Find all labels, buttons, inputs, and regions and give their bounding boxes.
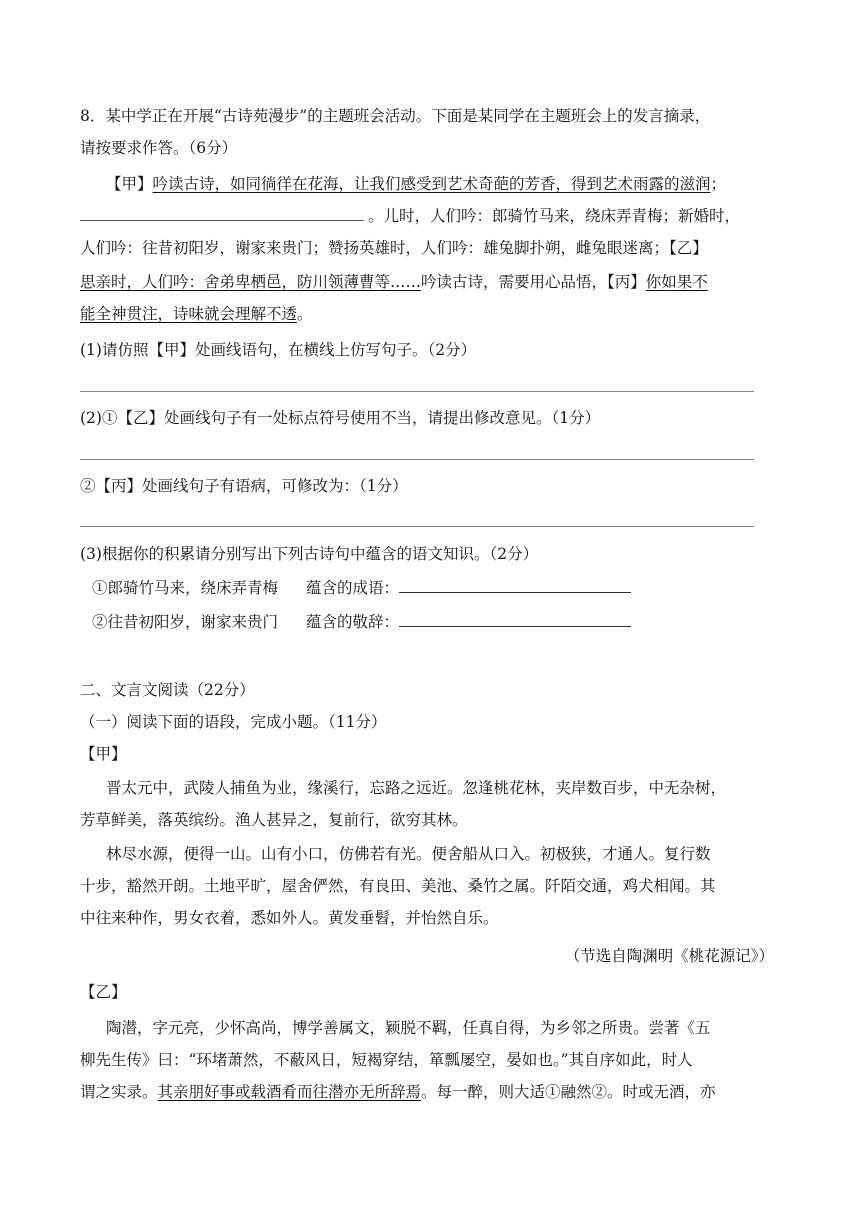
label-yi: 【乙】 xyxy=(80,983,127,1001)
label-jia: 【甲】 xyxy=(80,745,127,763)
section-title: 二、文言文阅读（22分） xyxy=(80,681,255,699)
yi-underlined-sentence: 思亲时，人们吟：舍弟卑栖邑，防川领薄曹等…… xyxy=(80,273,422,291)
passage-text: 。每一醉，则大适①融然②。时或无酒，亦 xyxy=(421,1083,716,1101)
yi-line-3 xyxy=(80,1082,716,1102)
sub-question-2-1: (2)①【乙】处画线句子有一处标点符号使用不当，请提出修改意见。（1分） xyxy=(80,409,601,427)
yi-line-1: 陶潜，字元亮，少怀高尚，博学善属文，颖脱不羁，任真自得，为乡邻之所贵。尝著《五 xyxy=(106,1019,711,1037)
part-title: （一）阅读下面的语段，完成小题。（11分） xyxy=(80,713,387,731)
sub-question-3-b xyxy=(92,612,631,632)
idiom-answer-blank[interactable] xyxy=(399,578,631,593)
answer-label: 蕴含的成语： xyxy=(306,579,400,597)
imitation-blank[interactable] xyxy=(80,206,364,221)
jia-paragraph-2-line-1: 林尽水源，便得一山。山有小口，仿佛若有光。便舍船从口入。初极狭，才通人。复行数 xyxy=(106,845,711,863)
bing-underlined-sentence-end: 能全神贯注，诗味就会理解不透 xyxy=(80,305,298,323)
jia-paragraph-2-line-3: 中往来种作，男女衣着，悉如外人。黄发垂髫，并怡然自乐。 xyxy=(80,909,499,927)
poem-line: ②往昔初阳岁，谢家来贵门 xyxy=(92,613,279,631)
honorific-answer-blank[interactable] xyxy=(399,612,631,627)
jia-paragraph-1-line-1: 晋太元中，武陵人捕鱼为业，缘溪行，忘路之远近。忽逢桃花林，夹岸数百步，中无杂树， xyxy=(106,779,727,797)
q8-stem-line-1: 8．某中学正在开展“古诗苑漫步”的主题班会活动。下面是某同学在主题班会上的发言摘录， xyxy=(80,107,711,125)
q8-passage-line-4 xyxy=(80,272,708,292)
sub-question-3-a xyxy=(92,578,631,598)
passage-text: 。儿时，人们吟：郎骑竹马来，绕床弄青梅；新婚时， xyxy=(368,207,741,225)
bing-underlined-sentence-start: 你如果不 xyxy=(645,273,708,291)
q8-passage-line-1 xyxy=(106,174,726,194)
jia-underlined-sentence: 吟读古诗，如同徜徉在花海，让我们感受到艺术奇葩的芳香，得到艺术雨露的滋润 xyxy=(152,175,711,193)
passage-text: 。 xyxy=(297,305,313,323)
q8-passage-line-3: 人们吟：往昔初阳岁，谢家来贵门；赞扬英雄时，人们吟：雄兔脚扑朔，雌兔眼迷离；【乙】 xyxy=(80,239,708,257)
jia-source: （节选自陶渊明《桃花源记》） xyxy=(564,947,774,965)
sub-question-2-2: ②【丙】处画线句子有语病，可修改为：（1分） xyxy=(80,477,408,495)
label-jia: 【甲】 xyxy=(106,175,153,193)
sub-question-3: (3)根据你的积累请分别写出下列古诗句中蕴含的语文知识。（2分） xyxy=(80,545,539,563)
jia-semicolon: ； xyxy=(710,175,727,193)
sub-question-1: (1)请仿照【甲】处画线语句，在横线上仿写句子。（2分） xyxy=(80,341,477,359)
passage-text: 谓之实录。 xyxy=(80,1083,158,1101)
answer-label: 蕴含的敬辞： xyxy=(306,613,400,631)
answer-line-2[interactable] xyxy=(80,459,754,460)
answer-line-1[interactable] xyxy=(80,391,754,392)
answer-line-3[interactable] xyxy=(80,526,754,527)
jia-paragraph-2-line-2: 十步，豁然开朗。土地平旷，屋舍俨然，有良田、美池、桑竹之属。阡陌交通，鸡犬相闻。其 xyxy=(80,877,716,895)
q8-passage-line-2 xyxy=(80,206,740,226)
jia-paragraph-1-line-2: 芳草鲜美，落英缤纷。渔人甚异之，复前行，欲穷其林。 xyxy=(80,811,468,829)
q8-passage-line-5 xyxy=(80,304,313,324)
q8-stem-line-2: 请按要求作答。（6分） xyxy=(80,139,238,157)
poem-line: ①郎骑竹马来，绕床弄青梅 xyxy=(92,579,279,597)
passage-text: 吟读古诗，需要用心品悟，【丙】 xyxy=(421,273,646,291)
yi-underlined-sentence: 其亲朋好事或载酒肴而往潜亦无所辞焉 xyxy=(157,1083,422,1101)
yi-line-2: 柳先生传》曰：“环堵萧然，不蔽风日，短褐穿结，箪瓢屡空，晏如也。”其自序如此，时人 xyxy=(80,1051,693,1069)
